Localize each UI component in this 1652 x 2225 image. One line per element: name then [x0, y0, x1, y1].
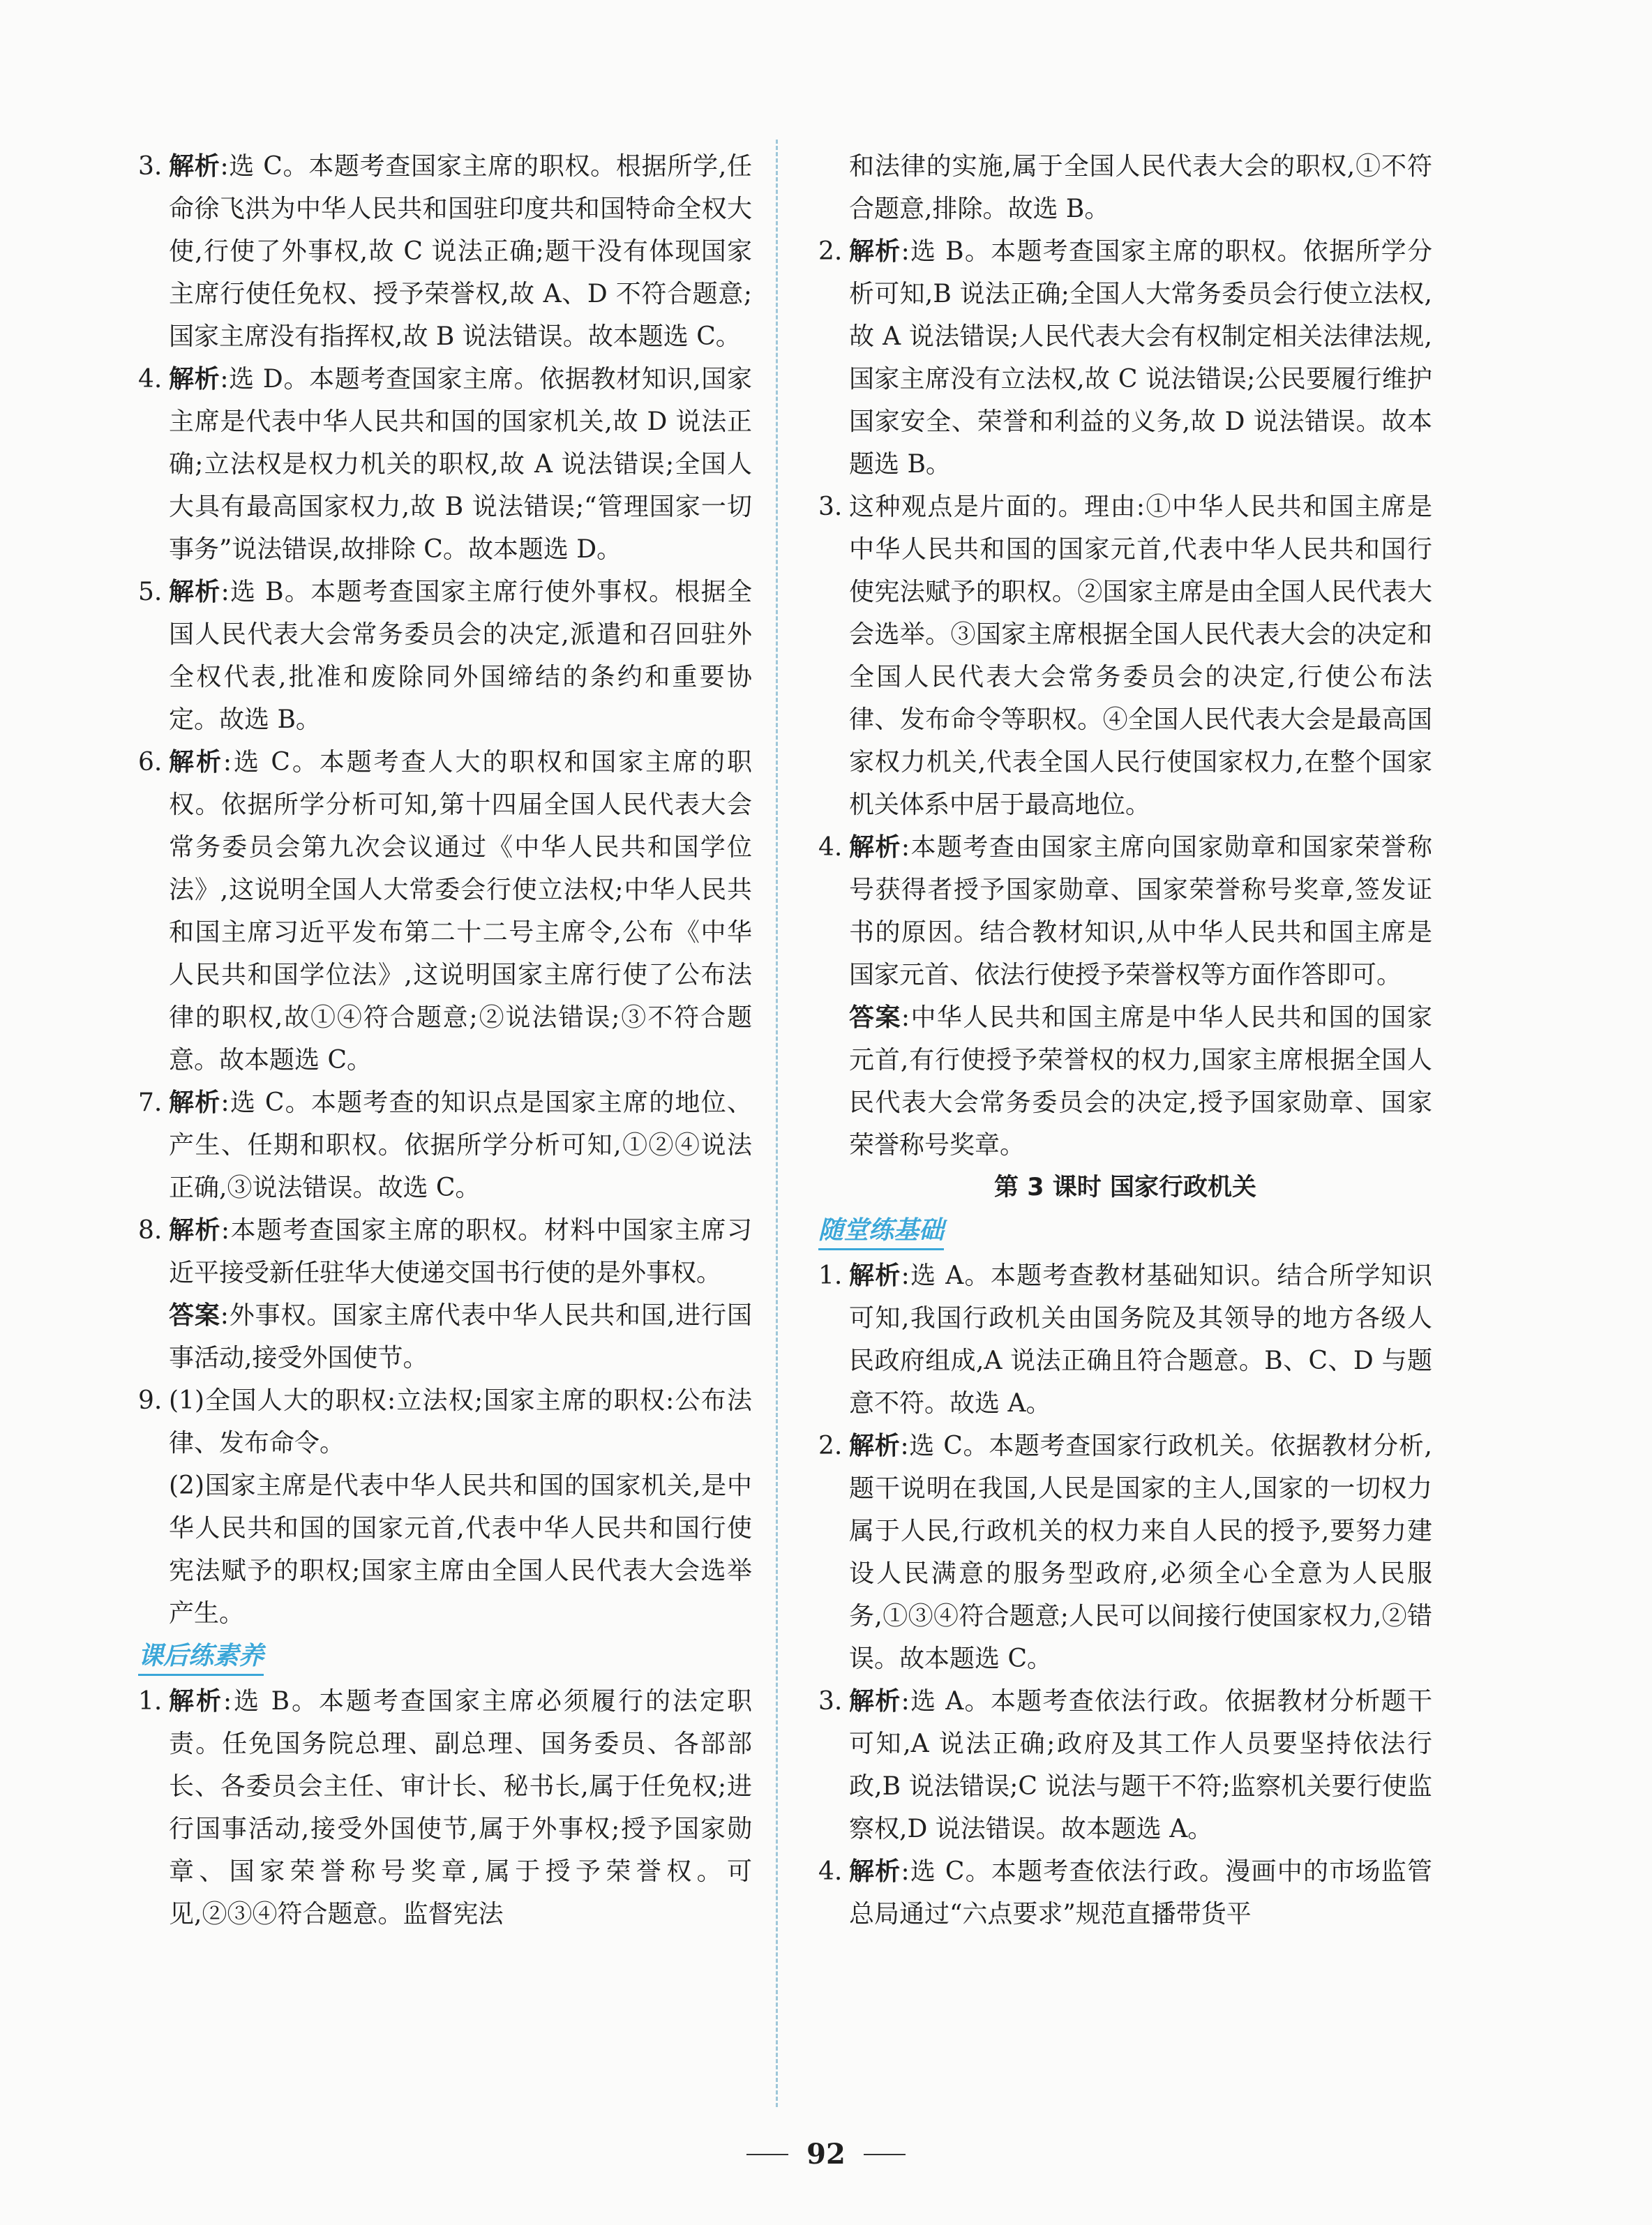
answer-item — [138, 1209, 752, 1294]
item-text: :选 B。本题考查国家主席必须履行的法定职责。任免国务院总理、副总理、国务委员、各部部长、各委员会主任、审计长、秘书长,属于任免权;进行国事活动,接受外国使节,属于外事权;授予国家勋章、国家荣誉称号奖章,属于授予荣誉权。可见,②③④符合题意。监督宪法 — [169, 1687, 752, 1928]
item-text: :本题考查由国家主席向国家勋章和国家荣誉称号获得者授予国家勋章、国家荣誉称号奖章,签发证书的原因。结合教材知识,从中华人民共和国主席是国家元首、依法行使授予荣誉权等方面作答即可。 — [849, 833, 1432, 989]
item-text: :选 C。本题考查国家行政机关。依据教材分析,题干说明在我国,人民是国家的主人,国家的一切权力属于人民,行政机关的权力来自人民的授予,要努力建设人民满意的服务型政府,必须全心全意为人民服务,①③④符合题意;人民可以间接行使国家权力,②错误。故本题选 C。 — [849, 1432, 1432, 1673]
continuation-text: 和法律的实施,属于全国人民代表大会的职权,①不符合题意,排除。故选 B。 — [849, 152, 1432, 223]
section-heading-in-class — [818, 1209, 1432, 1254]
item-text: :本题考查国家主席的职权。材料中国家主席习近平接受新任驻华大使递交国书行使的是外事权。 — [169, 1216, 752, 1287]
item-text: :选 C。本题考查的知识点是国家主席的地位、产生、任期和职权。依据所学分析可知,①②④说法正确,③说法错误。故选 C。 — [169, 1088, 752, 1202]
analysis-label: 解析 — [169, 1687, 223, 1716]
answer-label: 答案 — [169, 1301, 220, 1330]
analysis-label: 解析 — [169, 365, 220, 394]
item-number: 1. — [138, 1687, 163, 1716]
answer-item — [138, 1680, 752, 1935]
item-number: 2. — [818, 237, 843, 266]
answer-item — [818, 230, 1432, 486]
item-number: 6. — [138, 748, 163, 777]
item-text: :选 A。本题考查依法行政。依据教材分析题干可知,A 说法正确;政府及其工作人员要坚持依法行政,B 说法错误;C 说法与题干不符;监察机关要行使监察权,D 说法错误。故本题选 A。 — [849, 1687, 1432, 1843]
item-number: 9. — [138, 1386, 163, 1415]
section-title: 课后练素养 — [138, 1639, 264, 1676]
section-heading-after-class — [138, 1635, 752, 1680]
page-number: 92 — [806, 2138, 846, 2171]
answer-text: :中华人民共和国主席是中华人民共和国的国家元首,有行使授予荣誉权的权力,国家主席根据全国人民代表大会常务委员会的决定,授予国家勋章、国家荣誉称号奖章。 — [849, 1003, 1432, 1160]
answer-text: :外事权。国家主席代表中华人民共和国,进行国事活动,接受外国使节。 — [169, 1301, 752, 1372]
answer-item — [138, 1379, 752, 1464]
item-text: (1)全国人大的职权:立法权;国家主席的职权:公布法律、发布命令。 — [169, 1386, 752, 1458]
answer-item — [818, 1425, 1432, 1680]
analysis-label: 解析 — [849, 1687, 901, 1716]
item-text: :选 C。本题考查国家主席的职权。根据所学,任命徐飞洪为中华人民共和国驻印度共和国特命全权大使,行使了外事权,故 C 说法正确;题干没有体现国家主席行使任免权、授予荣誉权,故 A、D 不符合题意;国家主席没有指挥权,故 B 说法错误。故本题选 C。 — [169, 152, 752, 351]
analysis-label: 解析 — [169, 1088, 221, 1117]
item-text: :选 C。本题考查人大的职权和国家主席的职权。依据所学分析可知,第十四届全国人民代表大会常务委员会第九次会议通过《中华人民共和国学位法》,这说明全国人大常委会行使立法权;中华人民共和国主席习近平发布第二十二号主席令,公布《中华人民共和国学位法》,这说明国家主席行使了公布法律的职权,故①④符合题意;②说法错误;③不符合题意。故本题选 C。 — [169, 748, 752, 1074]
lesson-title: 第 3 课时 国家行政机关 — [994, 1174, 1256, 1201]
answer-item — [818, 826, 1432, 996]
left-column — [138, 145, 752, 1935]
answer-item — [138, 1081, 752, 1209]
analysis-label: 解析 — [169, 578, 221, 606]
answer-item — [138, 571, 752, 741]
page-footer — [0, 2138, 1652, 2171]
item-number: 2. — [818, 1432, 843, 1460]
item-text: :选 B。本题考查国家主席行使外事权。根据全国人民代表大会常务委员会的决定,派遣和召回驻外全权代表,批准和废除同外国缔结的条约和重要协定。故选 B。 — [169, 578, 752, 734]
answer-block — [138, 1294, 752, 1379]
right-column — [818, 145, 1432, 1935]
answer-item — [818, 486, 1432, 826]
item-text: :选 D。本题考查国家主席。依据教材知识,国家主席是代表中华人民共和国的国家机关,故 D 说法正确;立法权是权力机关的职权,故 A 说法错误;全国人大具有最高国家权力,故 B 说法错误;“管理国家一切事务”说法错误,故排除 C。故本题选 D。 — [169, 365, 752, 564]
item-number: 3. — [818, 493, 843, 521]
item-number: 3. — [138, 152, 163, 181]
column-divider — [776, 140, 778, 2107]
answer-item — [138, 358, 752, 571]
analysis-label: 解析 — [849, 237, 901, 266]
item-text: 这种观点是片面的。理由:①中华人民共和国主席是中华人民共和国的国家元首,代表中华人民共和国行使宪法赋予的职权。②国家主席是由全国人民代表大会选举。③国家主席根据全国人民代表大会的决定和全国人民代表大会常务委员会的决定,行使公布法律、发布命令等职权。④全国人民代表大会是最高国家权力机关,代表全国人民行使国家权力,在整个国家机关体系中居于最高地位。 — [849, 493, 1432, 819]
answer-item — [138, 145, 752, 358]
analysis-label: 解析 — [169, 152, 220, 181]
answer-label: 答案 — [849, 1003, 901, 1032]
item-number: 4. — [138, 365, 163, 394]
item-number: 5. — [138, 578, 163, 606]
item-number: 7. — [138, 1088, 163, 1117]
footer-rule-left — [746, 2154, 788, 2155]
analysis-label: 解析 — [849, 1261, 901, 1290]
answer-item — [138, 741, 752, 1081]
analysis-label: 解析 — [169, 748, 223, 777]
item-number: 3. — [818, 1687, 843, 1716]
answer-block — [818, 996, 1432, 1167]
section-title: 随堂练基础 — [818, 1213, 944, 1250]
item-number: 4. — [818, 833, 843, 862]
analysis-label: 解析 — [849, 1432, 901, 1460]
analysis-label: 解析 — [169, 1216, 221, 1245]
analysis-label: 解析 — [849, 1857, 901, 1886]
item-number: 4. — [818, 1857, 843, 1886]
item-text: :选 C。本题考查依法行政。漫画中的市场监管总局通过“六点要求”规范直播带货平 — [849, 1857, 1432, 1928]
footer-rule-right — [864, 2154, 906, 2155]
item-text: :选 A。本题考查教材基础知识。结合所学知识可知,我国行政机关由国务院及其领导的地方各级人民政府组成,A 说法正确且符合题意。B、C、D 与题意不符。故选 A。 — [849, 1261, 1432, 1418]
answer-item — [818, 1680, 1432, 1850]
item-number: 1. — [818, 1261, 843, 1290]
analysis-label: 解析 — [849, 833, 901, 862]
item-number: 8. — [138, 1216, 163, 1245]
answer-item — [818, 1254, 1432, 1425]
item-text: :选 B。本题考查国家主席的职权。依据所学分析可知,B 说法正确;全国人大常务委员会行使立法权,故 A 说法错误;人民代表大会有权制定相关法律法规,国家主席没有立法权,故 C 说法错误;公民要履行维护国家安全、荣誉和利益的义务,故 D 说法错误。故本题选 B。 — [849, 237, 1432, 479]
answer-item — [818, 1850, 1432, 1935]
item-text: (2)国家主席是代表中华人民共和国的国家机关,是中华人民共和国的国家元首,代表中华人民共和国行使宪法赋予的职权;国家主席由全国人民代表大会选举产生。 — [169, 1471, 752, 1628]
